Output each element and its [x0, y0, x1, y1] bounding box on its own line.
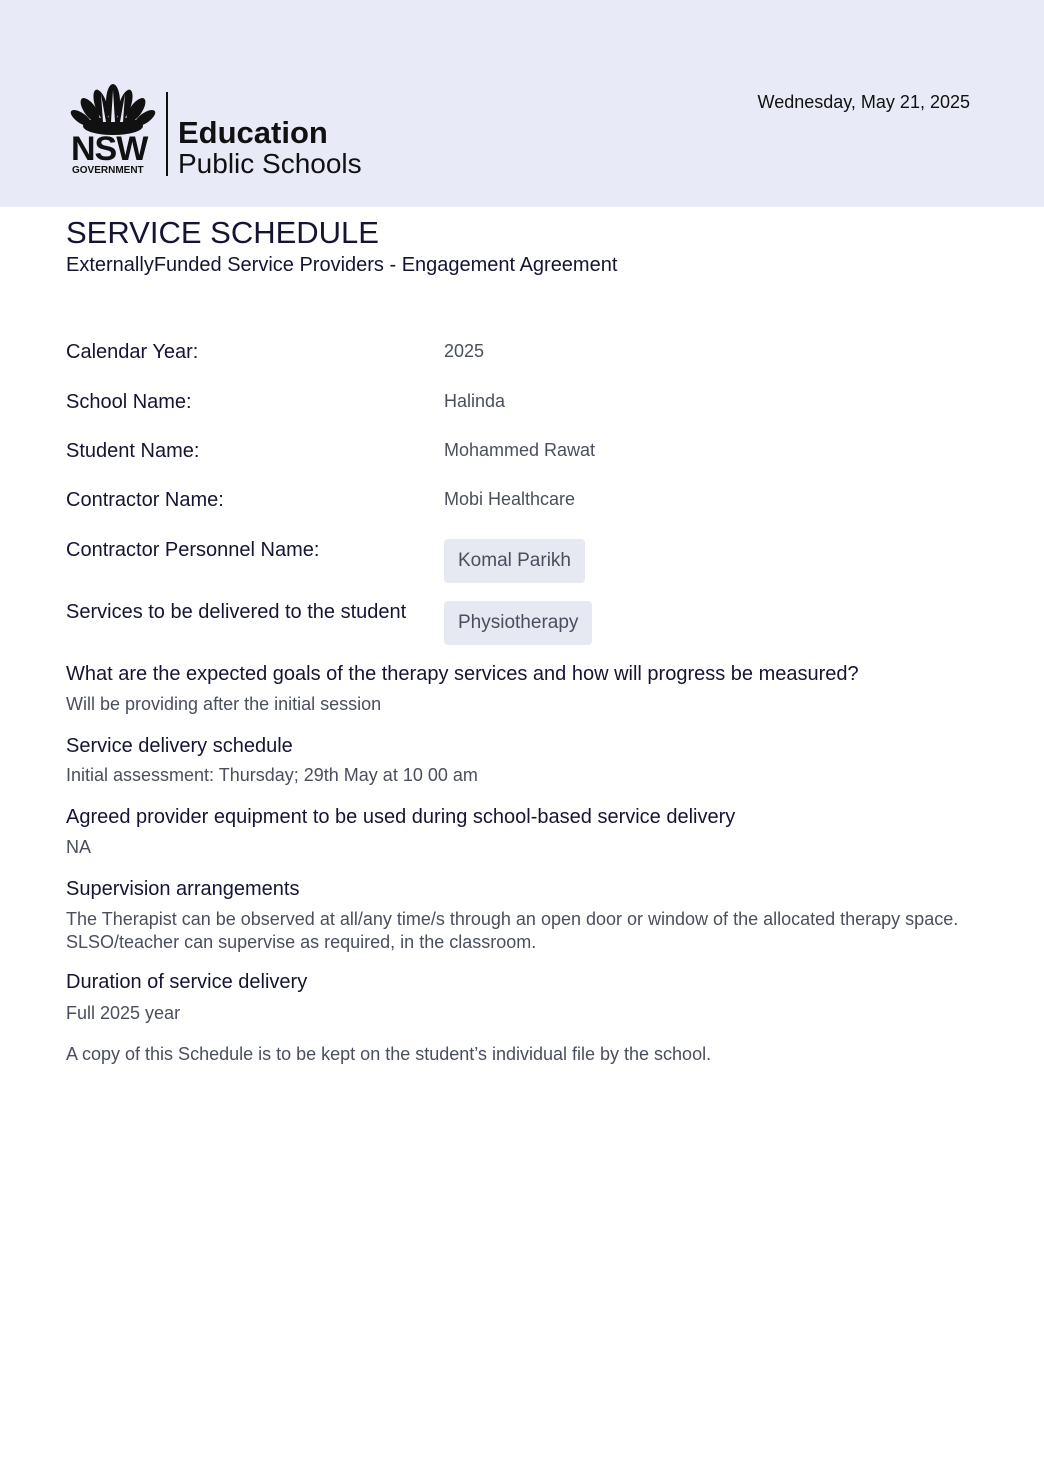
header-date: Wednesday, May 21, 2025 [757, 92, 970, 112]
logo-public-schools-text: Public Schools [178, 148, 362, 179]
equipment-heading: Agreed provider equipment to be used during school-based service delivery [66, 806, 736, 828]
supervision-heading: Supervision arrangements [66, 878, 300, 900]
services-chip: Physiotherapy [444, 601, 592, 645]
duration-heading: Duration of service delivery [66, 971, 308, 993]
contractor-personnel-chip: Komal Parikh [444, 539, 585, 583]
logo-nsw-text: NSW [71, 130, 148, 168]
school-name-label: School Name: [66, 391, 192, 413]
goals-text: Will be providing after the initial session [66, 694, 382, 714]
services-label: Services to be delivered to the student [66, 601, 407, 623]
student-name-label: Student Name: [66, 440, 200, 462]
contractor-name-value: Mobi Healthcare [444, 489, 576, 509]
supervision-text: The Therapist can be observed at all/any time/s through an open door or window of the allocated therapy space. SLSO/teacher can supervise as required, in the classroom. [66, 909, 959, 952]
document-title: SERVICE SCHEDULE [66, 215, 379, 250]
duration-text: Full 2025 year [66, 1003, 181, 1023]
contractor-personnel-label: Contractor Personnel Name: [66, 539, 320, 561]
equipment-text: NA [66, 837, 92, 857]
schedule-heading: Service delivery schedule [66, 735, 293, 757]
goals-heading: What are the expected goals of the therapy services and how will progress be measured? [66, 663, 859, 685]
contractor-name-label: Contractor Name: [66, 489, 224, 511]
student-name-value: Mohammed Rawat [444, 440, 596, 460]
school-name-value: Halinda [444, 391, 506, 411]
logo-divider [166, 92, 168, 176]
header-band [0, 0, 1044, 207]
logo-education-text: Education [178, 115, 328, 150]
nsw-education-logo [68, 82, 378, 182]
document-subtitle: ExternallyFunded Service Providers - Engagement Agreement [66, 254, 618, 276]
footer-note: A copy of this Schedule is to be kept on the student’s individual file by the school. [66, 1044, 712, 1064]
logo-government-text: GOVERNMENT [72, 165, 144, 176]
calendar-year-label: Calendar Year: [66, 341, 199, 363]
schedule-text: Initial assessment: Thursday; 29th May at 10 00 am [66, 765, 478, 785]
calendar-year-value: 2025 [444, 341, 485, 361]
